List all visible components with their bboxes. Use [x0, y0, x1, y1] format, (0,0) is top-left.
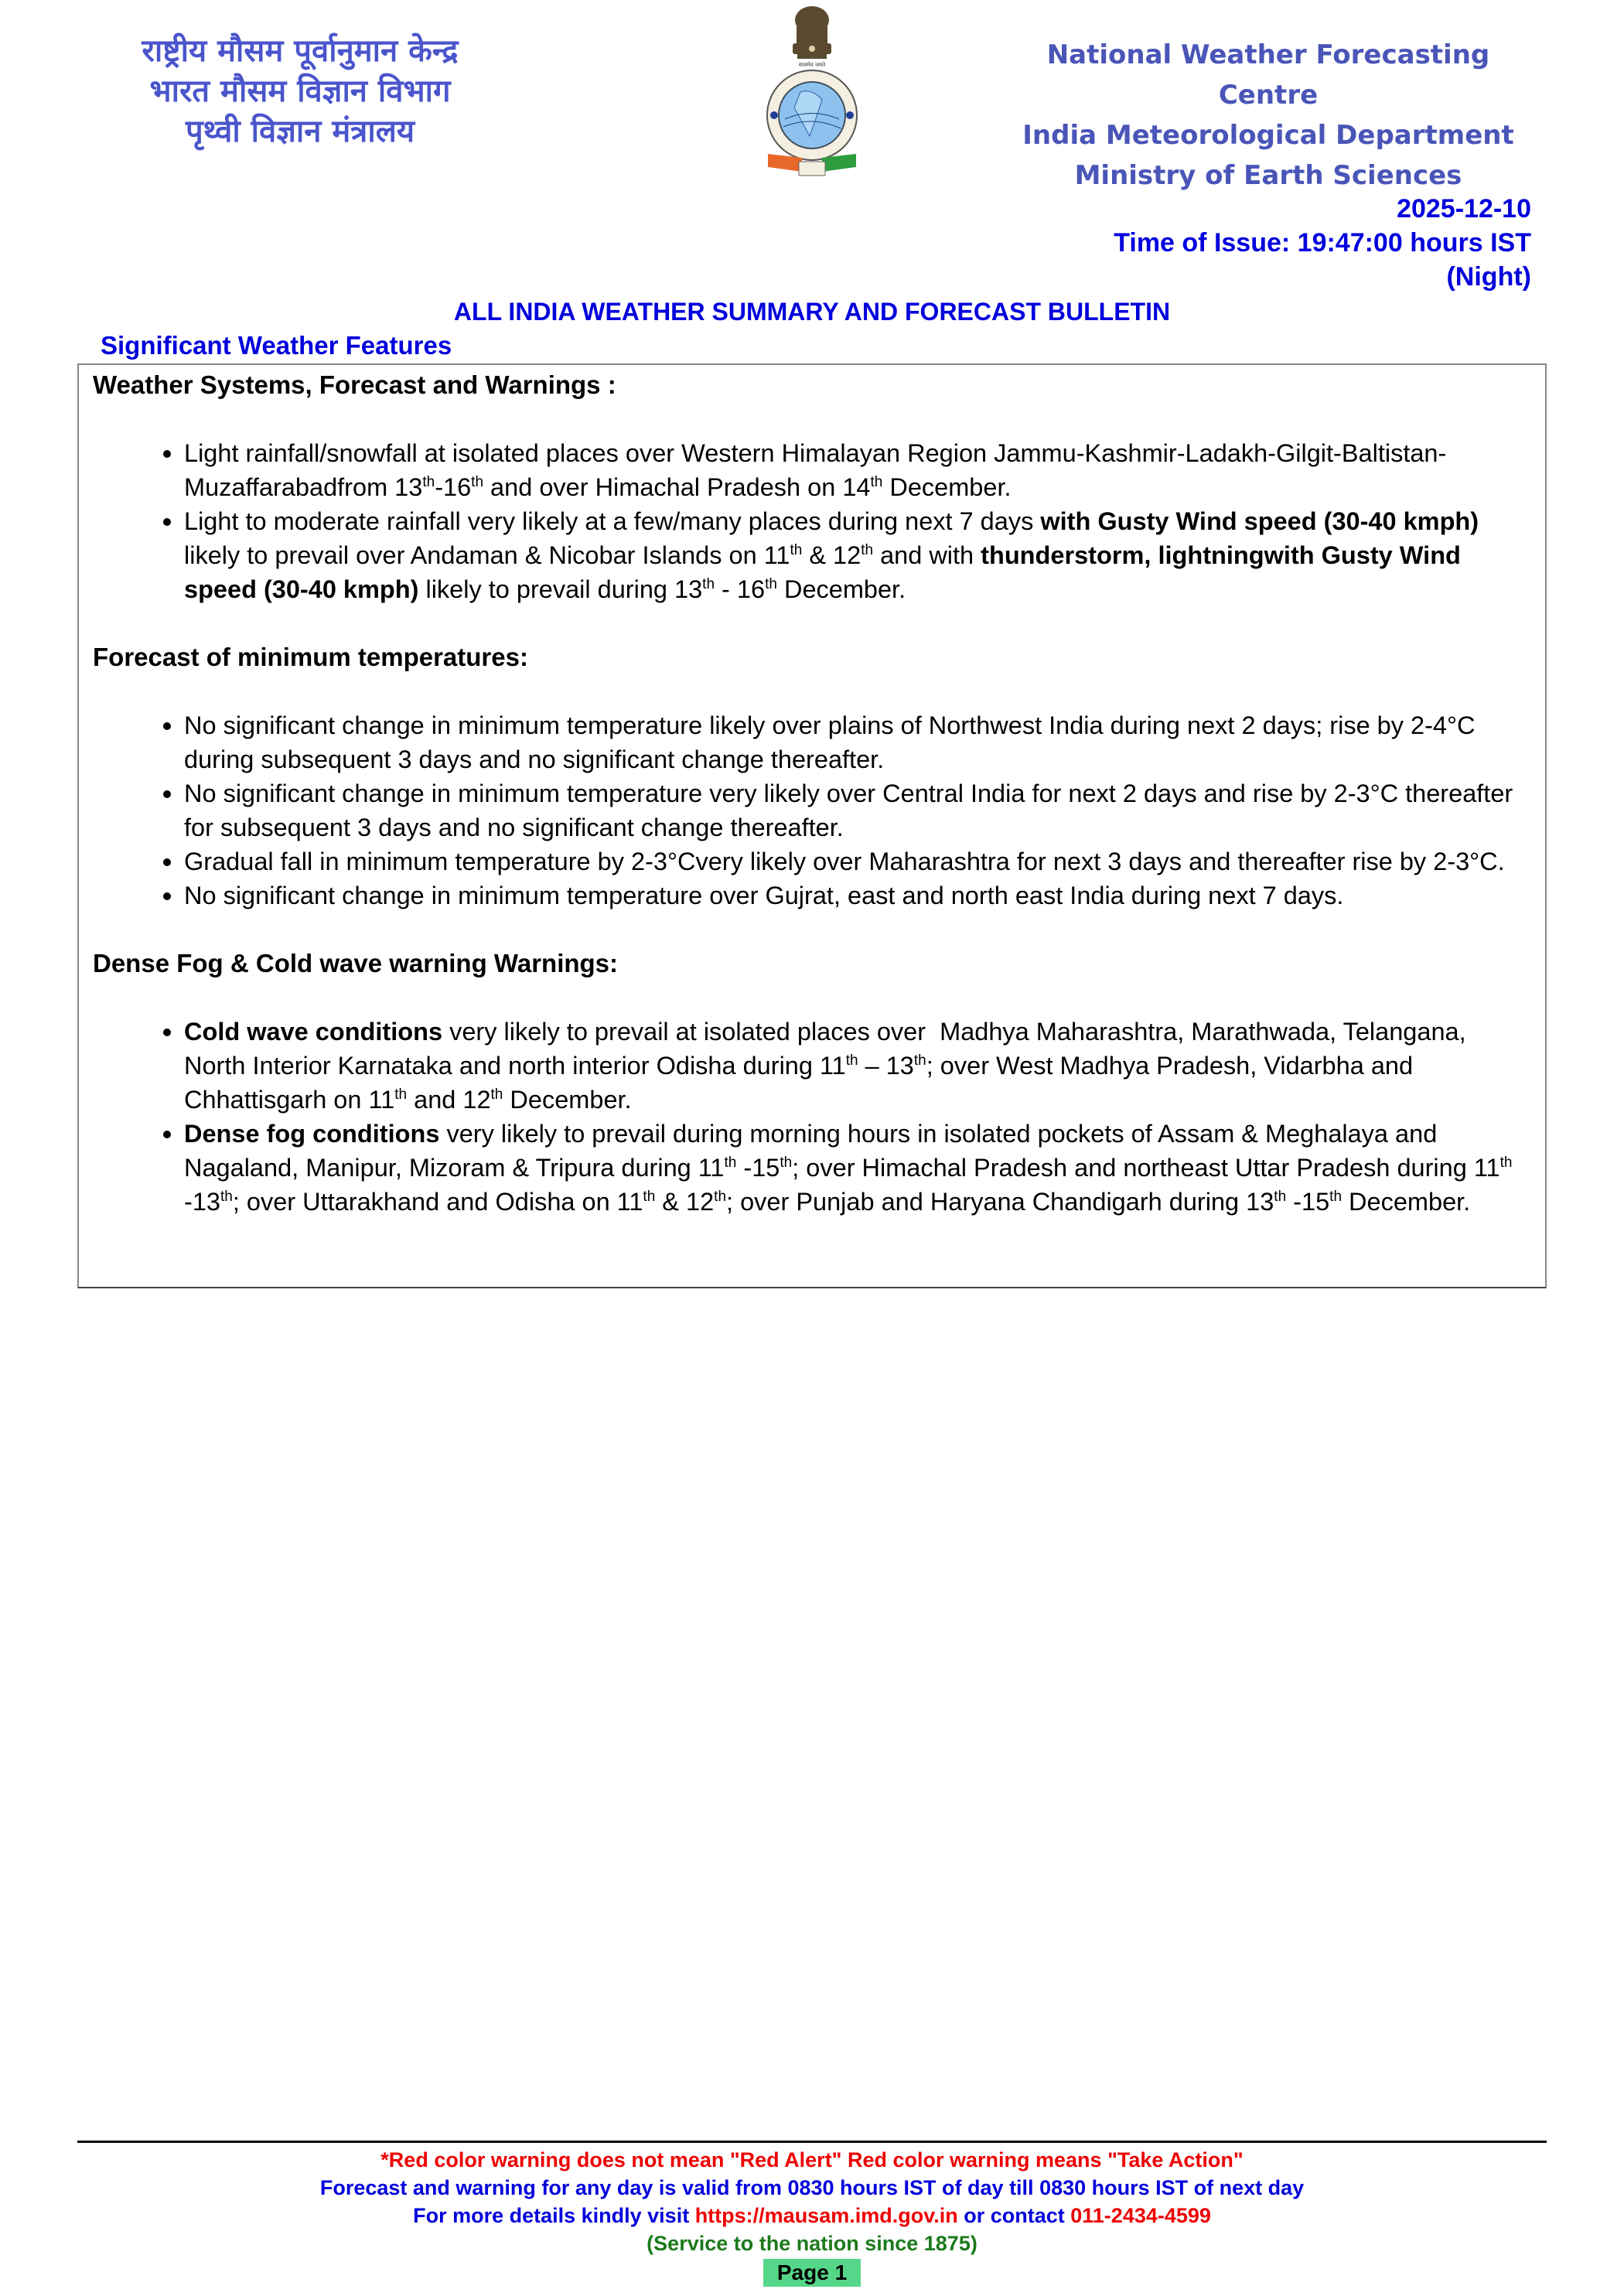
hindi-line-3: पृथ्वी विज्ञान मंत्रालय	[185, 114, 415, 149]
page-number-badge: Page 1	[763, 2259, 861, 2287]
hindi-line-2: भारत मौसम विज्ञान विभाग	[149, 73, 451, 109]
list-item: • Light to moderate rainfall very likely at a few/many places during next 7 days with Gusty Wind speed (30-40 kmph) likely to prevail over Andaman & Nicobar Islands on 11th & 12th and with thunderstorm, lightningwith Gusty Wind speed (30-40 kmph) likely to prevail during 13th - 16th December.	[184, 504, 1531, 606]
website-link[interactable]: https://mausam.imd.gov.in	[694, 2204, 958, 2227]
list-item: • No significant change in minimum temperature very likely over Central India for next 2 days and rise by 2-3°C thereafter for subsequent 3 days and no significant change thereafter.	[184, 776, 1531, 844]
systems-list	[93, 436, 1531, 606]
list-item: • Gradual fall in minimum temperature by 2-3°Cvery likely over Maharashtra for next 3 days and thereafter rise by 2-3°C.	[184, 844, 1531, 878]
section-heading-systems: Weather Systems, Forecast and Warnings :	[93, 370, 616, 399]
fog-coldwave-list	[93, 1015, 1531, 1219]
details-prefix: For more details kindly visit	[413, 2204, 695, 2227]
hindi-line-1: राष्ट्रीय मौसम पूर्वानुमान केन्द्र	[142, 33, 459, 69]
list-item: • No significant change in minimum temperature likely over plains of Northwest India during next 2 days; rise by 2-4°C during subsequent 3 days and no significant change thereafter.	[184, 708, 1531, 776]
section-title: Significant Weather Features	[101, 331, 452, 360]
section-heading-fog-coldwave: Dense Fog & Cold wave warning Warnings:	[93, 949, 619, 977]
list-item: • No significant change in minimum temperature over Gujrat, east and north east India during next 7 days.	[184, 878, 1531, 913]
contact-mid: or contact	[957, 2204, 1071, 2227]
list-item: • Dense fog conditions very likely to prevail during morning hours in isolated pockets of Assam & Meghalaya and Nagaland, Manipur, Mizoram & Tripura during 11th -15th; over Himachal Pradesh and northeast Uttar Pradesh during 11th -13th; over Uttarakhand and Odisha on 11th & 12th; over Punjab and Haryana Chandigarh during 13th -15th December.	[184, 1117, 1531, 1219]
list-item: • Cold wave conditions very likely to prevail at isolated places over Madhya Maharashtra, Marathwada, Telangana, North Interior Karnataka and north interior Odisha during 11th – 13th; over West Madhya Pradesh, Vidarbha and Chhattisgarh on 11th and 12th December.	[184, 1015, 1531, 1117]
min-temp-list	[93, 708, 1531, 913]
issue-period: (Night)	[1446, 262, 1531, 292]
footer	[77, 2141, 1547, 2287]
red-warning-note: *Red color warning does not mean "Red Alert" Red color warning means "Take Action"	[380, 2148, 1244, 2171]
hindi-header	[91, 31, 509, 152]
validity-note: Forecast and warning for any day is valid from 0830 hours IST of day till 0830 hours IST of next day	[319, 2176, 1305, 2199]
issue-date: 2025-12-10	[1397, 194, 1531, 223]
issue-info	[1114, 192, 1531, 294]
phone-number: 011-2434-4599	[1070, 2204, 1211, 2227]
contact-line	[77, 2202, 1547, 2229]
bulletin-title: ALL INDIA WEATHER SUMMARY AND FORECAST BULLETIN	[453, 298, 1171, 326]
section-heading-min-temp: Forecast of minimum temperatures:	[93, 643, 528, 671]
english-header	[998, 35, 1539, 196]
list-item: • Light rainfall/snowfall at isolated places over Western Himalayan Region Jammu-Kashmir-Ladakh-Gilgit-Baltistan-Muzaffarabadfrom 13th-16th and over Himachal Pradesh on 14th December.	[184, 436, 1531, 504]
time-of-issue: Time of Issue: 19:47:00 hours IST	[1114, 228, 1531, 258]
svg-text:सत्यमेव जयते: सत्यमेव जयते	[798, 62, 826, 68]
weather-features-box	[77, 363, 1547, 1288]
org-name-line-3: Ministry of Earth Sciences	[1074, 160, 1462, 191]
imd-emblem-logo	[754, 3, 870, 184]
org-name-line-1: National Weather Forecasting Centre	[1046, 39, 1490, 111]
org-name-line-2: India Meteorological Department	[1022, 120, 1514, 151]
service-note: (Service to the nation since 1875)	[647, 2232, 977, 2255]
